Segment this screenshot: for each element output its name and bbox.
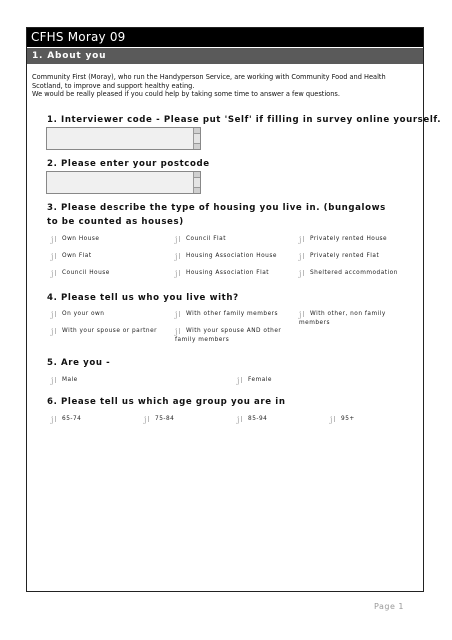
option-privately-rented-flat[interactable]: [299, 252, 379, 261]
option-other-non-family[interactable]: [299, 310, 399, 328]
option-label: Male: [62, 377, 78, 383]
option-age-85-94[interactable]: [237, 415, 267, 424]
radio-button-icon[interactable]: [299, 269, 306, 278]
option-label: 85-94: [248, 416, 268, 422]
question-4-label: 4. Please tell us who you live with?: [47, 293, 239, 303]
postcode-input[interactable]: [46, 171, 201, 194]
interviewer-code-scrollbar[interactable]: [193, 128, 200, 149]
radio-button-icon[interactable]: [51, 310, 58, 319]
option-spouse-and-family[interactable]: [175, 327, 287, 345]
radio-button-icon[interactable]: [175, 252, 182, 261]
option-label: Privately rented House: [310, 236, 388, 242]
option-female[interactable]: [237, 376, 272, 385]
option-housing-association-house[interactable]: [175, 252, 277, 261]
intro-text: [32, 73, 417, 99]
option-label: On your own: [62, 311, 105, 317]
radio-button-icon[interactable]: [237, 376, 244, 385]
radio-button-icon[interactable]: [175, 327, 182, 336]
option-label: 75-84: [155, 416, 175, 422]
radio-button-icon[interactable]: [51, 235, 58, 244]
intro-paragraph-1: Community First (Moray), who run the Handyperson Service, are working with Community Food and Health Scotland, to improve and support healthy eating.: [32, 73, 386, 90]
scroll-up-icon[interactable]: [194, 172, 200, 178]
radio-button-icon[interactable]: [144, 415, 151, 424]
intro-paragraph-2: We would be really pleased if you could help by taking some time to answer a few questions.: [32, 90, 340, 99]
option-label: Housing Association Flat: [186, 270, 270, 276]
option-label: Female: [248, 377, 272, 383]
option-label: With your spouse or partner: [62, 328, 158, 334]
scroll-down-icon[interactable]: [194, 143, 200, 149]
option-label: With your spouse AND other family members: [175, 328, 282, 343]
option-privately-rented-house[interactable]: [299, 235, 387, 244]
option-label: Housing Association House: [186, 253, 277, 259]
option-age-95-plus[interactable]: [330, 415, 355, 424]
question-6-label: 6. Please tell us which age group you are in: [47, 397, 286, 407]
option-label: Council House: [62, 270, 110, 276]
radio-button-icon[interactable]: [237, 415, 244, 424]
radio-button-icon[interactable]: [330, 415, 337, 424]
radio-button-icon[interactable]: [51, 376, 58, 385]
option-label: 65-74: [62, 416, 82, 422]
option-label: Own House: [62, 236, 100, 242]
radio-button-icon[interactable]: [299, 235, 306, 244]
option-on-your-own[interactable]: [51, 310, 104, 319]
radio-button-icon[interactable]: [51, 327, 58, 336]
question-5-label: 5. Are you -: [47, 358, 111, 368]
survey-frame: [26, 27, 442, 592]
scroll-up-icon[interactable]: [194, 128, 200, 134]
option-label: With other family members: [186, 311, 279, 317]
option-label: 95+: [341, 416, 355, 422]
question-2-label: 2. Please enter your postcode: [47, 159, 210, 169]
option-council-flat[interactable]: [175, 235, 226, 244]
page-number: Page 1: [374, 602, 404, 611]
section-heading: 1. About you: [27, 48, 423, 64]
radio-button-icon[interactable]: [51, 269, 58, 278]
radio-button-icon[interactable]: [175, 269, 182, 278]
radio-button-icon[interactable]: [51, 252, 58, 261]
radio-button-icon[interactable]: [299, 252, 306, 261]
radio-button-icon[interactable]: [175, 310, 182, 319]
option-own-flat[interactable]: [51, 252, 92, 261]
option-own-house[interactable]: [51, 235, 100, 244]
option-label: With other, non family members: [299, 311, 386, 326]
option-male[interactable]: [51, 376, 78, 385]
option-label: Sheltered accommodation: [310, 270, 398, 276]
question-1-label: 1. Interviewer code - Please put 'Self' if filling in survey online yourself.: [47, 115, 442, 125]
interviewer-code-input[interactable]: [46, 127, 201, 150]
option-housing-association-flat[interactable]: [175, 269, 269, 278]
option-spouse-or-partner[interactable]: [51, 327, 157, 336]
radio-button-icon[interactable]: [299, 310, 306, 319]
option-age-65-74[interactable]: [51, 415, 81, 424]
option-label: Council Flat: [186, 236, 226, 242]
question-3-label: 3. Please describe the type of housing you live in. (bungalows to be counted as houses): [47, 203, 386, 227]
option-label: Privately rented Flat: [310, 253, 380, 259]
scroll-down-icon[interactable]: [194, 187, 200, 193]
option-label: Own Flat: [62, 253, 92, 259]
postcode-scrollbar[interactable]: [193, 172, 200, 193]
option-age-75-84[interactable]: [144, 415, 174, 424]
option-other-family-members[interactable]: [175, 310, 278, 319]
radio-button-icon[interactable]: [175, 235, 182, 244]
survey-title: CFHS Moray 09: [27, 28, 423, 47]
option-sheltered-accommodation[interactable]: [299, 269, 398, 278]
option-council-house[interactable]: [51, 269, 110, 278]
radio-button-icon[interactable]: [51, 415, 58, 424]
